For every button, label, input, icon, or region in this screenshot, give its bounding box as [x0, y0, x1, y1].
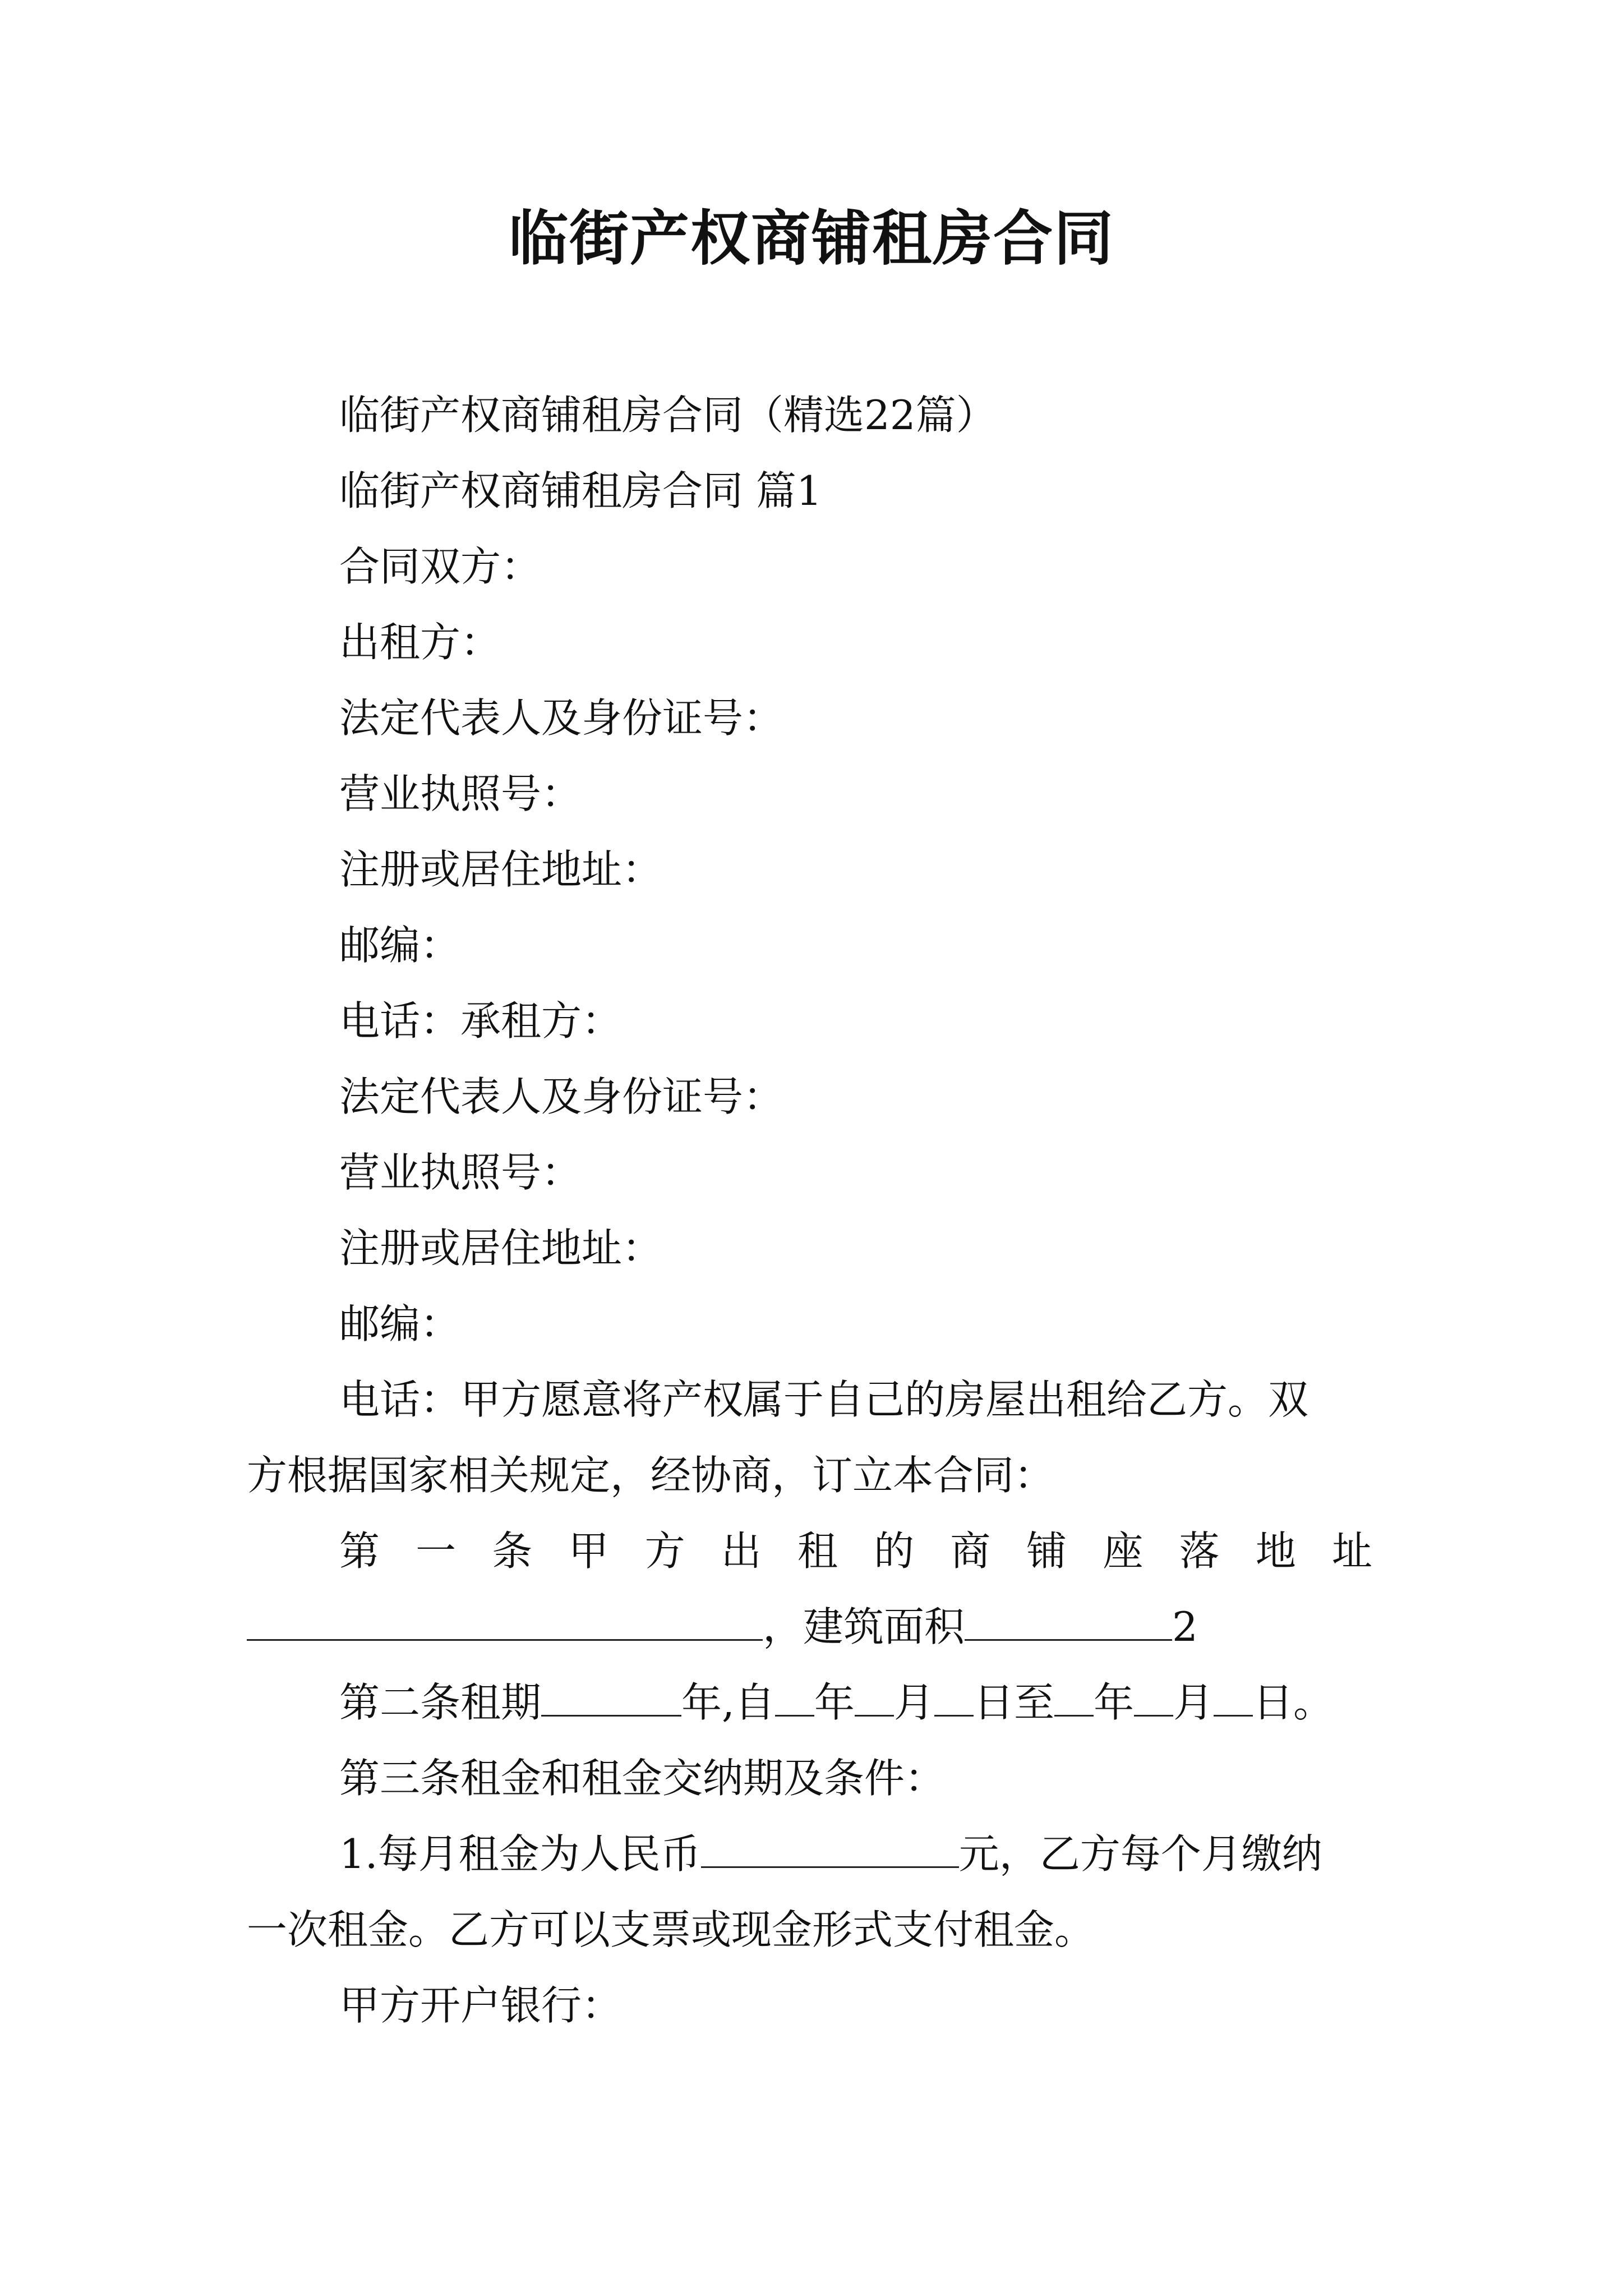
- text-line: 法定代表人及身份证号：: [339, 694, 784, 742]
- text-line: 电话：承租方：: [339, 997, 623, 1045]
- subtitle-line: 临街产权商铺租房合同（精选22篇）: [339, 392, 997, 439]
- text-line: 方根据国家相关规定，经协商，订立本合同：: [247, 1452, 1055, 1499]
- text-line: 营业执照号：: [339, 770, 582, 817]
- text-fragment: 年: [1093, 1679, 1134, 1726]
- text-line: 注册或居住地址：: [339, 1225, 663, 1272]
- rent-line: [339, 1826, 1322, 1882]
- article-3-line: 第三条租金和租金交纳期及条件：: [339, 1755, 946, 1802]
- text-line: 合同双方：: [339, 543, 542, 590]
- blank-start-month: [855, 1676, 894, 1717]
- text-fragment: 元，乙方每个月缴纳: [958, 1830, 1322, 1878]
- text-fragment: 第二条租期: [339, 1679, 542, 1726]
- text-line: 一次租金。乙方可以支票或现金形式支付租金。: [247, 1906, 1095, 1953]
- blank-start-year: [775, 1676, 814, 1717]
- text-fragment: 日至: [973, 1679, 1054, 1726]
- text-fragment: 日。: [1252, 1679, 1334, 1726]
- text-line: 营业执照号：: [339, 1149, 582, 1196]
- text-line: 邮编：: [339, 922, 461, 969]
- article-1-line: 第一条甲方出租的商铺座落地址: [339, 1527, 1394, 1575]
- document-title: 临街产权商铺租房合同: [509, 203, 1114, 273]
- blank-end-day: [1214, 1676, 1253, 1717]
- section-heading: 临街产权商铺租房合同 篇1: [339, 467, 822, 514]
- blank-end-month: [1134, 1676, 1173, 1717]
- text-line: 出租方：: [339, 619, 501, 666]
- blank-start-day: [934, 1676, 974, 1717]
- blank-address: [247, 1600, 763, 1641]
- blank-term-years: [541, 1676, 681, 1717]
- text-fragment: 年: [814, 1679, 855, 1726]
- text-line: 注册或居住地址：: [339, 846, 663, 893]
- text-fragment: 2: [1172, 1603, 1198, 1650]
- text-fragment: 1.每月租金为人民币: [339, 1830, 701, 1878]
- text-line: 电话：甲方愿意将产权属于自己的房屋出租给乙方。双: [339, 1376, 1309, 1423]
- text-fragment: 月: [893, 1679, 934, 1726]
- text-line: 法定代表人及身份证号：: [339, 1073, 784, 1120]
- blank-rent-amount: [701, 1827, 959, 1868]
- blank-end-year: [1054, 1676, 1094, 1717]
- article-2-line: [339, 1674, 1334, 1731]
- text-fragment: 年,自: [681, 1679, 775, 1726]
- text-line: 邮编：: [339, 1300, 461, 1347]
- blank-area: [965, 1600, 1172, 1641]
- text-fragment: ，建筑面积: [763, 1603, 965, 1650]
- article-1-continued: [247, 1599, 1198, 1655]
- text-line: 甲方开户银行：: [339, 1982, 623, 2029]
- text-fragment: 月: [1173, 1679, 1214, 1726]
